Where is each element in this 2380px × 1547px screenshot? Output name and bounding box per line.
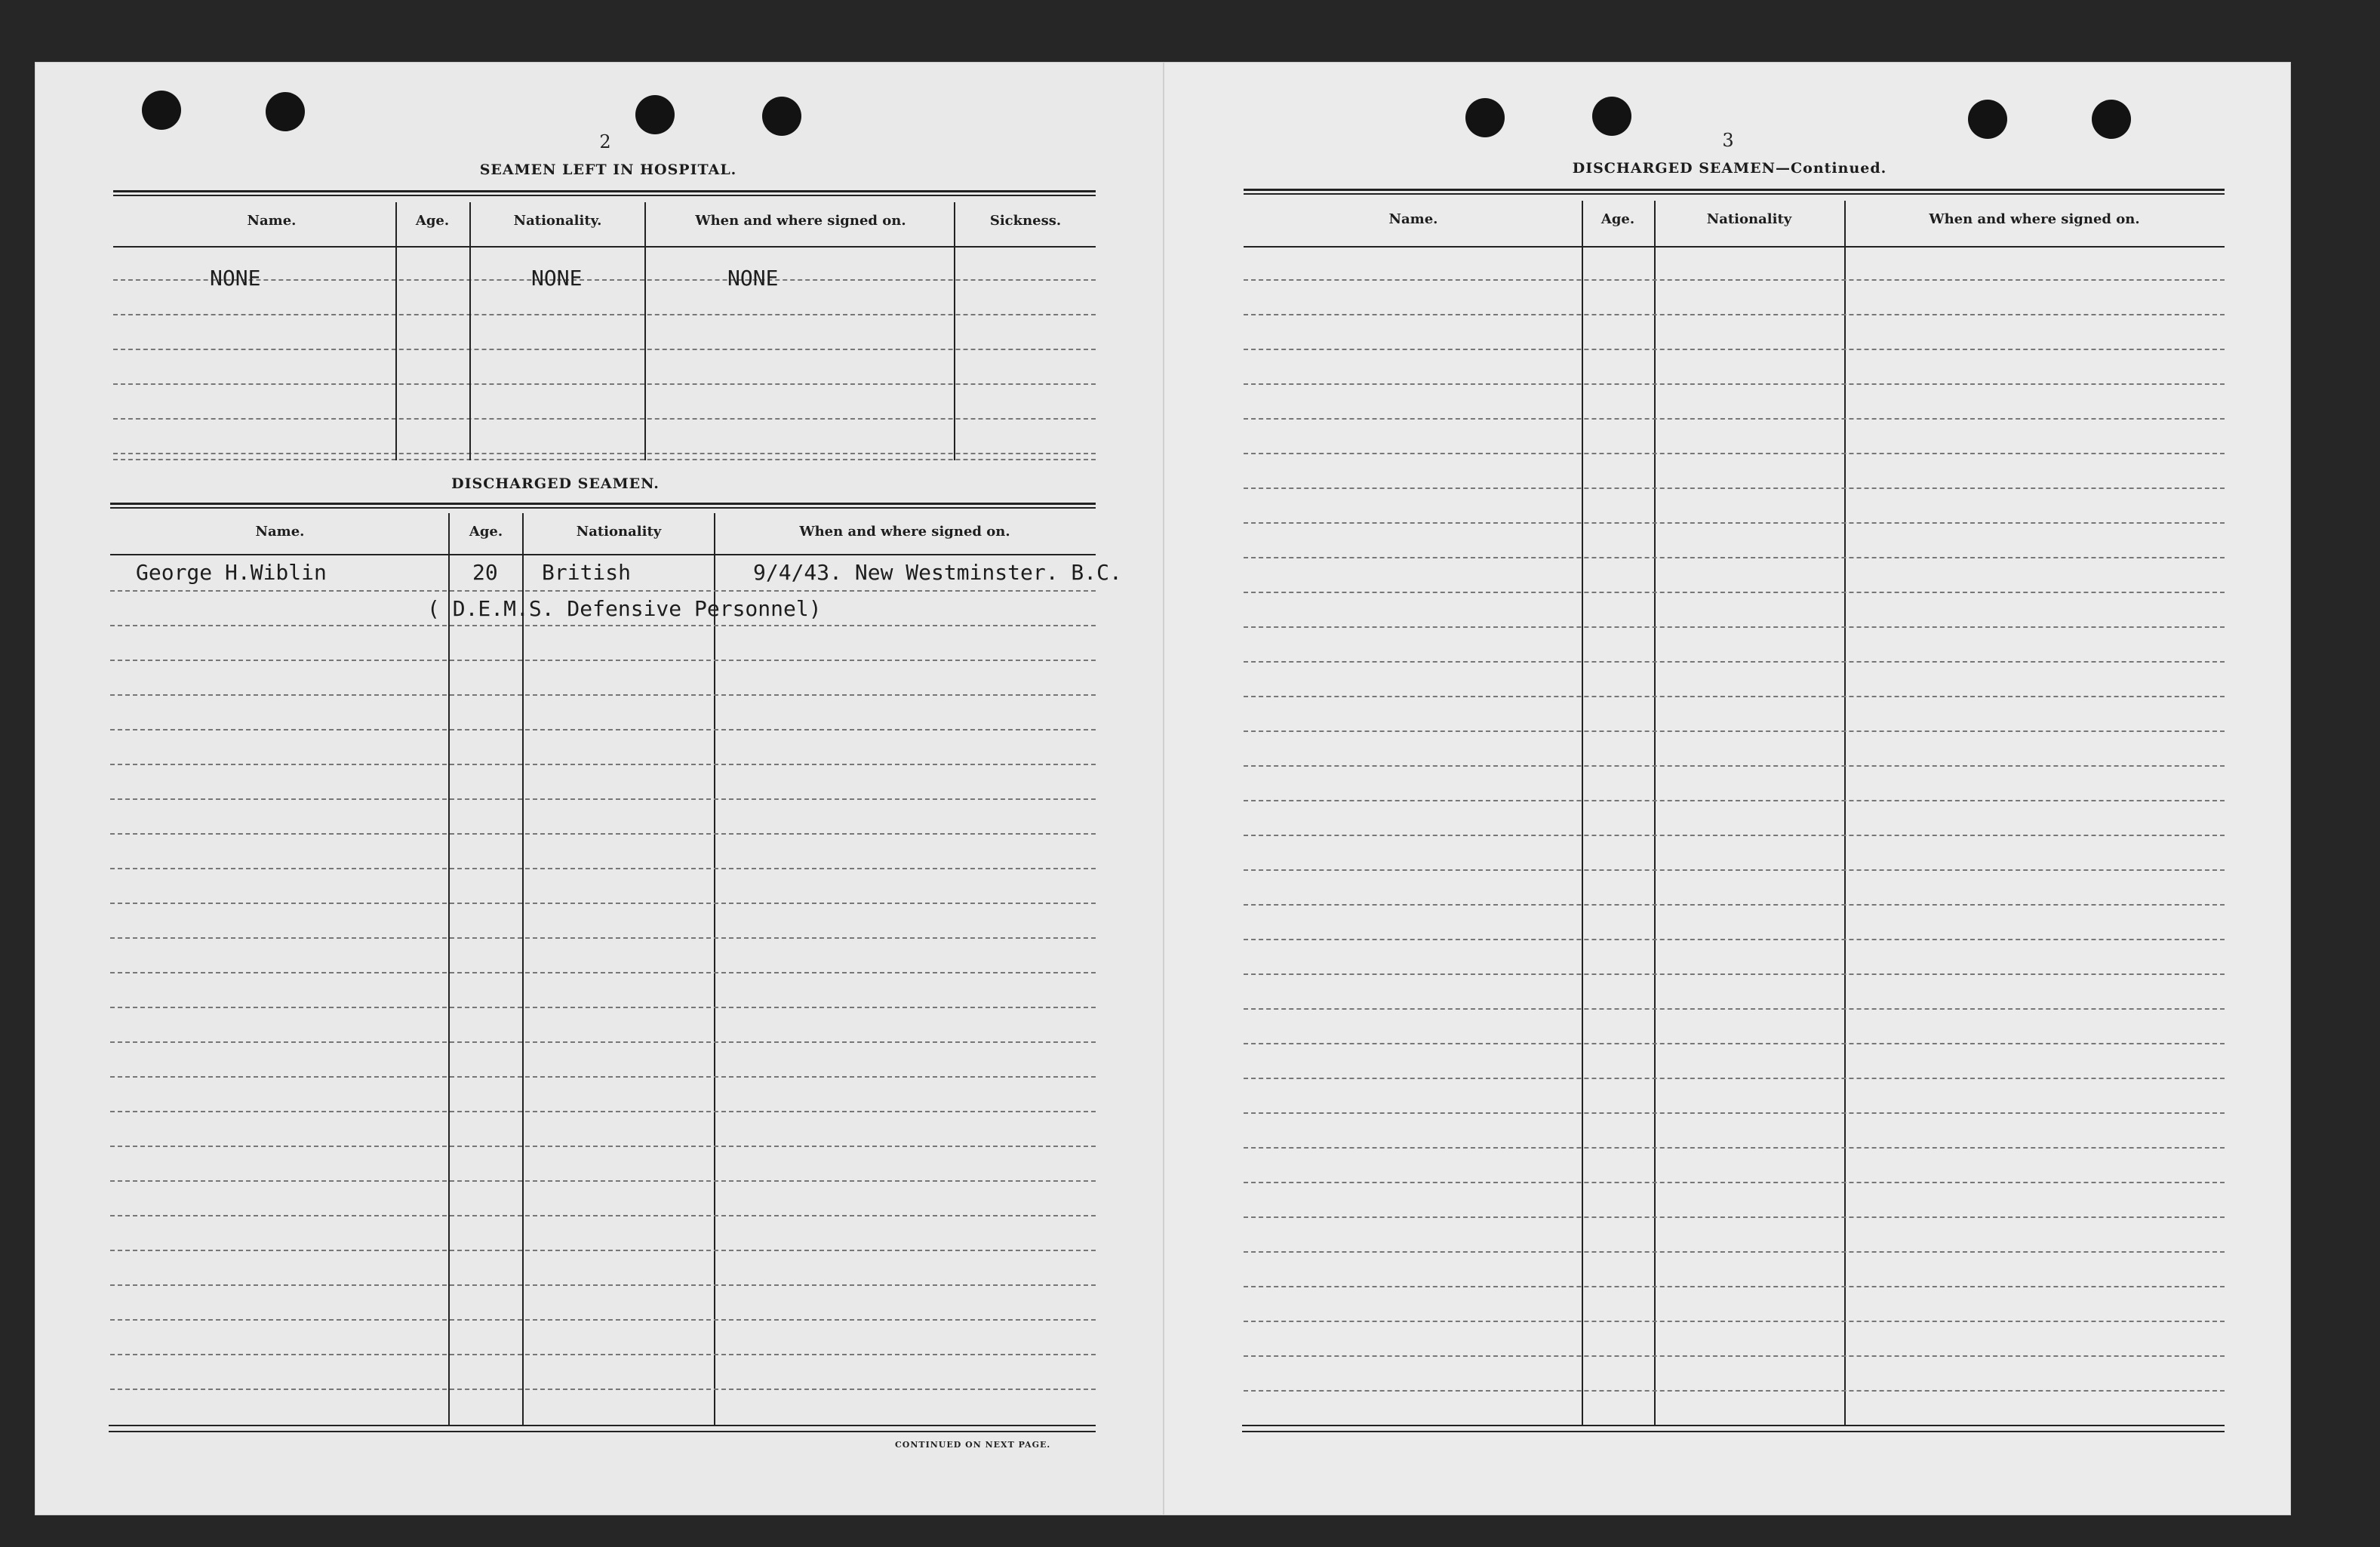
- col-divider: [522, 513, 524, 1425]
- row-line: [110, 1354, 1096, 1355]
- discharged-name-value: George H.Wiblin: [136, 560, 327, 585]
- discharged-nationality-value: British: [542, 560, 632, 585]
- punch-hole: [142, 91, 181, 130]
- row-line: [110, 798, 1096, 800]
- punch-hole: [1592, 97, 1631, 136]
- row-line: [110, 660, 1096, 661]
- row-line: [110, 1041, 1096, 1043]
- discharged-note: ( D.E.M.S. Defensive Personnel): [427, 596, 822, 621]
- page-number: 2: [599, 131, 611, 152]
- table-rule: [113, 190, 1096, 196]
- col-divider: [395, 202, 397, 460]
- discharged-col-signed-on: When and where signed on.: [799, 524, 1010, 540]
- row-line: [113, 314, 1096, 315]
- row-line: [1244, 939, 2225, 940]
- hospital-col-name: Name.: [247, 213, 297, 229]
- row-line: [113, 383, 1096, 385]
- row-line: [110, 1180, 1096, 1182]
- continued-note: CONTINUED ON NEXT PAGE.: [895, 1440, 1051, 1450]
- punch-hole: [762, 97, 801, 136]
- row-line: [110, 1215, 1096, 1216]
- row-line: [1244, 314, 2225, 315]
- punch-hole: [635, 95, 675, 134]
- punch-hole: [1968, 100, 2007, 139]
- hospital-signed-on-value: NONE: [727, 266, 779, 291]
- col-divider: [714, 513, 715, 1425]
- row-line: [1244, 626, 2225, 628]
- row-line: [1244, 1390, 2225, 1392]
- discharged-signed-on-value: 9/4/43. New Westminster. B.C.: [753, 560, 1122, 585]
- col-divider: [448, 513, 450, 1425]
- row-line: [1244, 1147, 2225, 1149]
- row-line: [113, 453, 1096, 454]
- hospital-col-sickness: Sickness.: [989, 213, 1062, 229]
- col-divider: [469, 202, 471, 460]
- row-line: [1244, 1008, 2225, 1010]
- row-line: [110, 764, 1096, 765]
- row-line: [1244, 1321, 2225, 1322]
- row-line: [1244, 1286, 2225, 1287]
- cont-col-signed-on: When and where signed on.: [1929, 211, 2140, 227]
- cont-col-age: Age.: [1601, 211, 1635, 227]
- row-line: [1244, 1112, 2225, 1114]
- row-line: [1244, 696, 2225, 697]
- row-line: [110, 1319, 1096, 1321]
- table-bottom-rule: [109, 1431, 1096, 1432]
- cont-col-nationality: Nationality: [1706, 211, 1792, 227]
- row-line: [110, 868, 1096, 869]
- discharged-continued-title: DISCHARGED SEAMEN—Continued.: [1572, 160, 1887, 177]
- punch-hole: [2092, 100, 2131, 139]
- row-line: [110, 1146, 1096, 1147]
- row-line: [110, 1076, 1096, 1078]
- row-line: [1244, 487, 2225, 489]
- row-line: [110, 694, 1096, 696]
- row-line: [1244, 522, 2225, 524]
- row-line: [110, 1250, 1096, 1251]
- table-rule: [1244, 189, 2225, 195]
- row-line: [113, 349, 1096, 350]
- row-line: [110, 1111, 1096, 1112]
- row-line: [1244, 1216, 2225, 1218]
- discharged-col-nationality: Nationality: [576, 524, 662, 540]
- punch-hole: [1465, 98, 1505, 137]
- discharged-age-value: 20: [472, 560, 498, 585]
- row-line: [1244, 592, 2225, 593]
- header-rule: [110, 554, 1096, 555]
- hospital-nationality-value: NONE: [531, 266, 583, 291]
- col-divider: [954, 202, 955, 460]
- row-line: [1244, 765, 2225, 767]
- row-line: [110, 972, 1096, 973]
- right-page: [1164, 62, 2291, 1515]
- row-line: [110, 1284, 1096, 1286]
- row-line: [110, 833, 1096, 835]
- hospital-section-title: SEAMEN LEFT IN HOSPITAL.: [479, 161, 737, 178]
- row-line: [110, 590, 1096, 592]
- col-divider: [644, 202, 646, 460]
- row-line: [1244, 279, 2225, 281]
- header-rule: [1244, 246, 2225, 248]
- row-line: [1244, 661, 2225, 663]
- page-number: 3: [1722, 130, 1734, 151]
- row-line: [110, 729, 1096, 730]
- discharged-section-title: DISCHARGED SEAMEN.: [451, 475, 660, 492]
- punch-hole: [266, 92, 305, 131]
- row-line: [1244, 349, 2225, 350]
- left-page: [35, 62, 1164, 1515]
- hospital-name-value: NONE: [210, 266, 261, 291]
- row-line: [1244, 730, 2225, 732]
- row-line: [1244, 800, 2225, 801]
- row-line: [113, 418, 1096, 420]
- row-line: [1244, 835, 2225, 836]
- cont-col-name: Name.: [1388, 211, 1438, 227]
- row-line: [1244, 973, 2225, 975]
- row-line: [1244, 1182, 2225, 1183]
- row-line: [110, 625, 1096, 626]
- row-line: [110, 1007, 1096, 1008]
- header-rule: [113, 246, 1096, 248]
- row-line: [1244, 1043, 2225, 1044]
- row-line: [1244, 1251, 2225, 1253]
- hospital-col-age: Age.: [415, 213, 450, 229]
- hospital-col-signed-on: When and where signed on.: [695, 213, 906, 229]
- row-line: [1244, 418, 2225, 420]
- discharged-col-name: Name.: [255, 524, 305, 540]
- row-line: [1244, 557, 2225, 558]
- hospital-col-nationality: Nationality.: [513, 213, 602, 229]
- discharged-col-age: Age.: [469, 524, 503, 540]
- table-rule: [110, 503, 1096, 509]
- table-bottom-rule: [1242, 1431, 2225, 1432]
- row-line: [1244, 453, 2225, 454]
- table-bottom-rule: [109, 1425, 1096, 1426]
- row-line: [1244, 383, 2225, 385]
- row-line: [113, 459, 1096, 460]
- row-line: [110, 937, 1096, 939]
- table-bottom-rule: [1242, 1425, 2225, 1426]
- row-line: [1244, 1355, 2225, 1357]
- row-line: [110, 1389, 1096, 1390]
- row-line: [1244, 904, 2225, 906]
- row-line: [1244, 869, 2225, 871]
- row-line: [1244, 1078, 2225, 1079]
- row-line: [110, 903, 1096, 904]
